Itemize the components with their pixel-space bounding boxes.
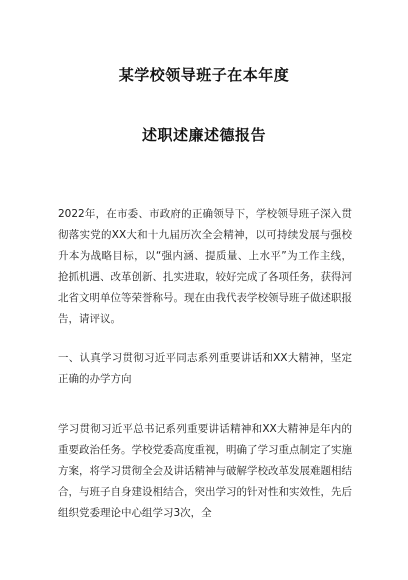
intro-paragraph: 2022年，在市委、市政府的正确领导下，学校领导班子深入贯彻落实党的XX大和十九届历次全会精神，以可持续发展与强校升本为战略目标，以“强内涵、提质量、上水平”为工作主线，抢抓机遇、改革创新、扎实进取，较好完成了各项任务，获得河北省文明单位等荣誉称号。现在由我代表学校领导班子做述职报告，请评议。 <box>58 208 352 325</box>
section-1-paragraph: 学习贯彻习近平总书记系列重要讲话精神和XX大精神是年内的重要政治任务。学校党委高度重视，明确了学习重点制定了实施方案，将学习贯彻全会及讲话精神与破解学校改革发展难题相结合，与班子自身建设相结合，突出学习的针对性和实效性，先后组织党委理论中心组学习3次，全 <box>58 423 352 519</box>
document-title-line-1: 某学校领导班子在本年度 <box>118 66 290 84</box>
document-title-line-2: 述职述廉述德报告 <box>141 126 266 144</box>
section-heading-1: 一、认真学习贯彻习近平同志系列重要讲话和XX大精神，坚定正确的办学方向 <box>58 352 352 385</box>
